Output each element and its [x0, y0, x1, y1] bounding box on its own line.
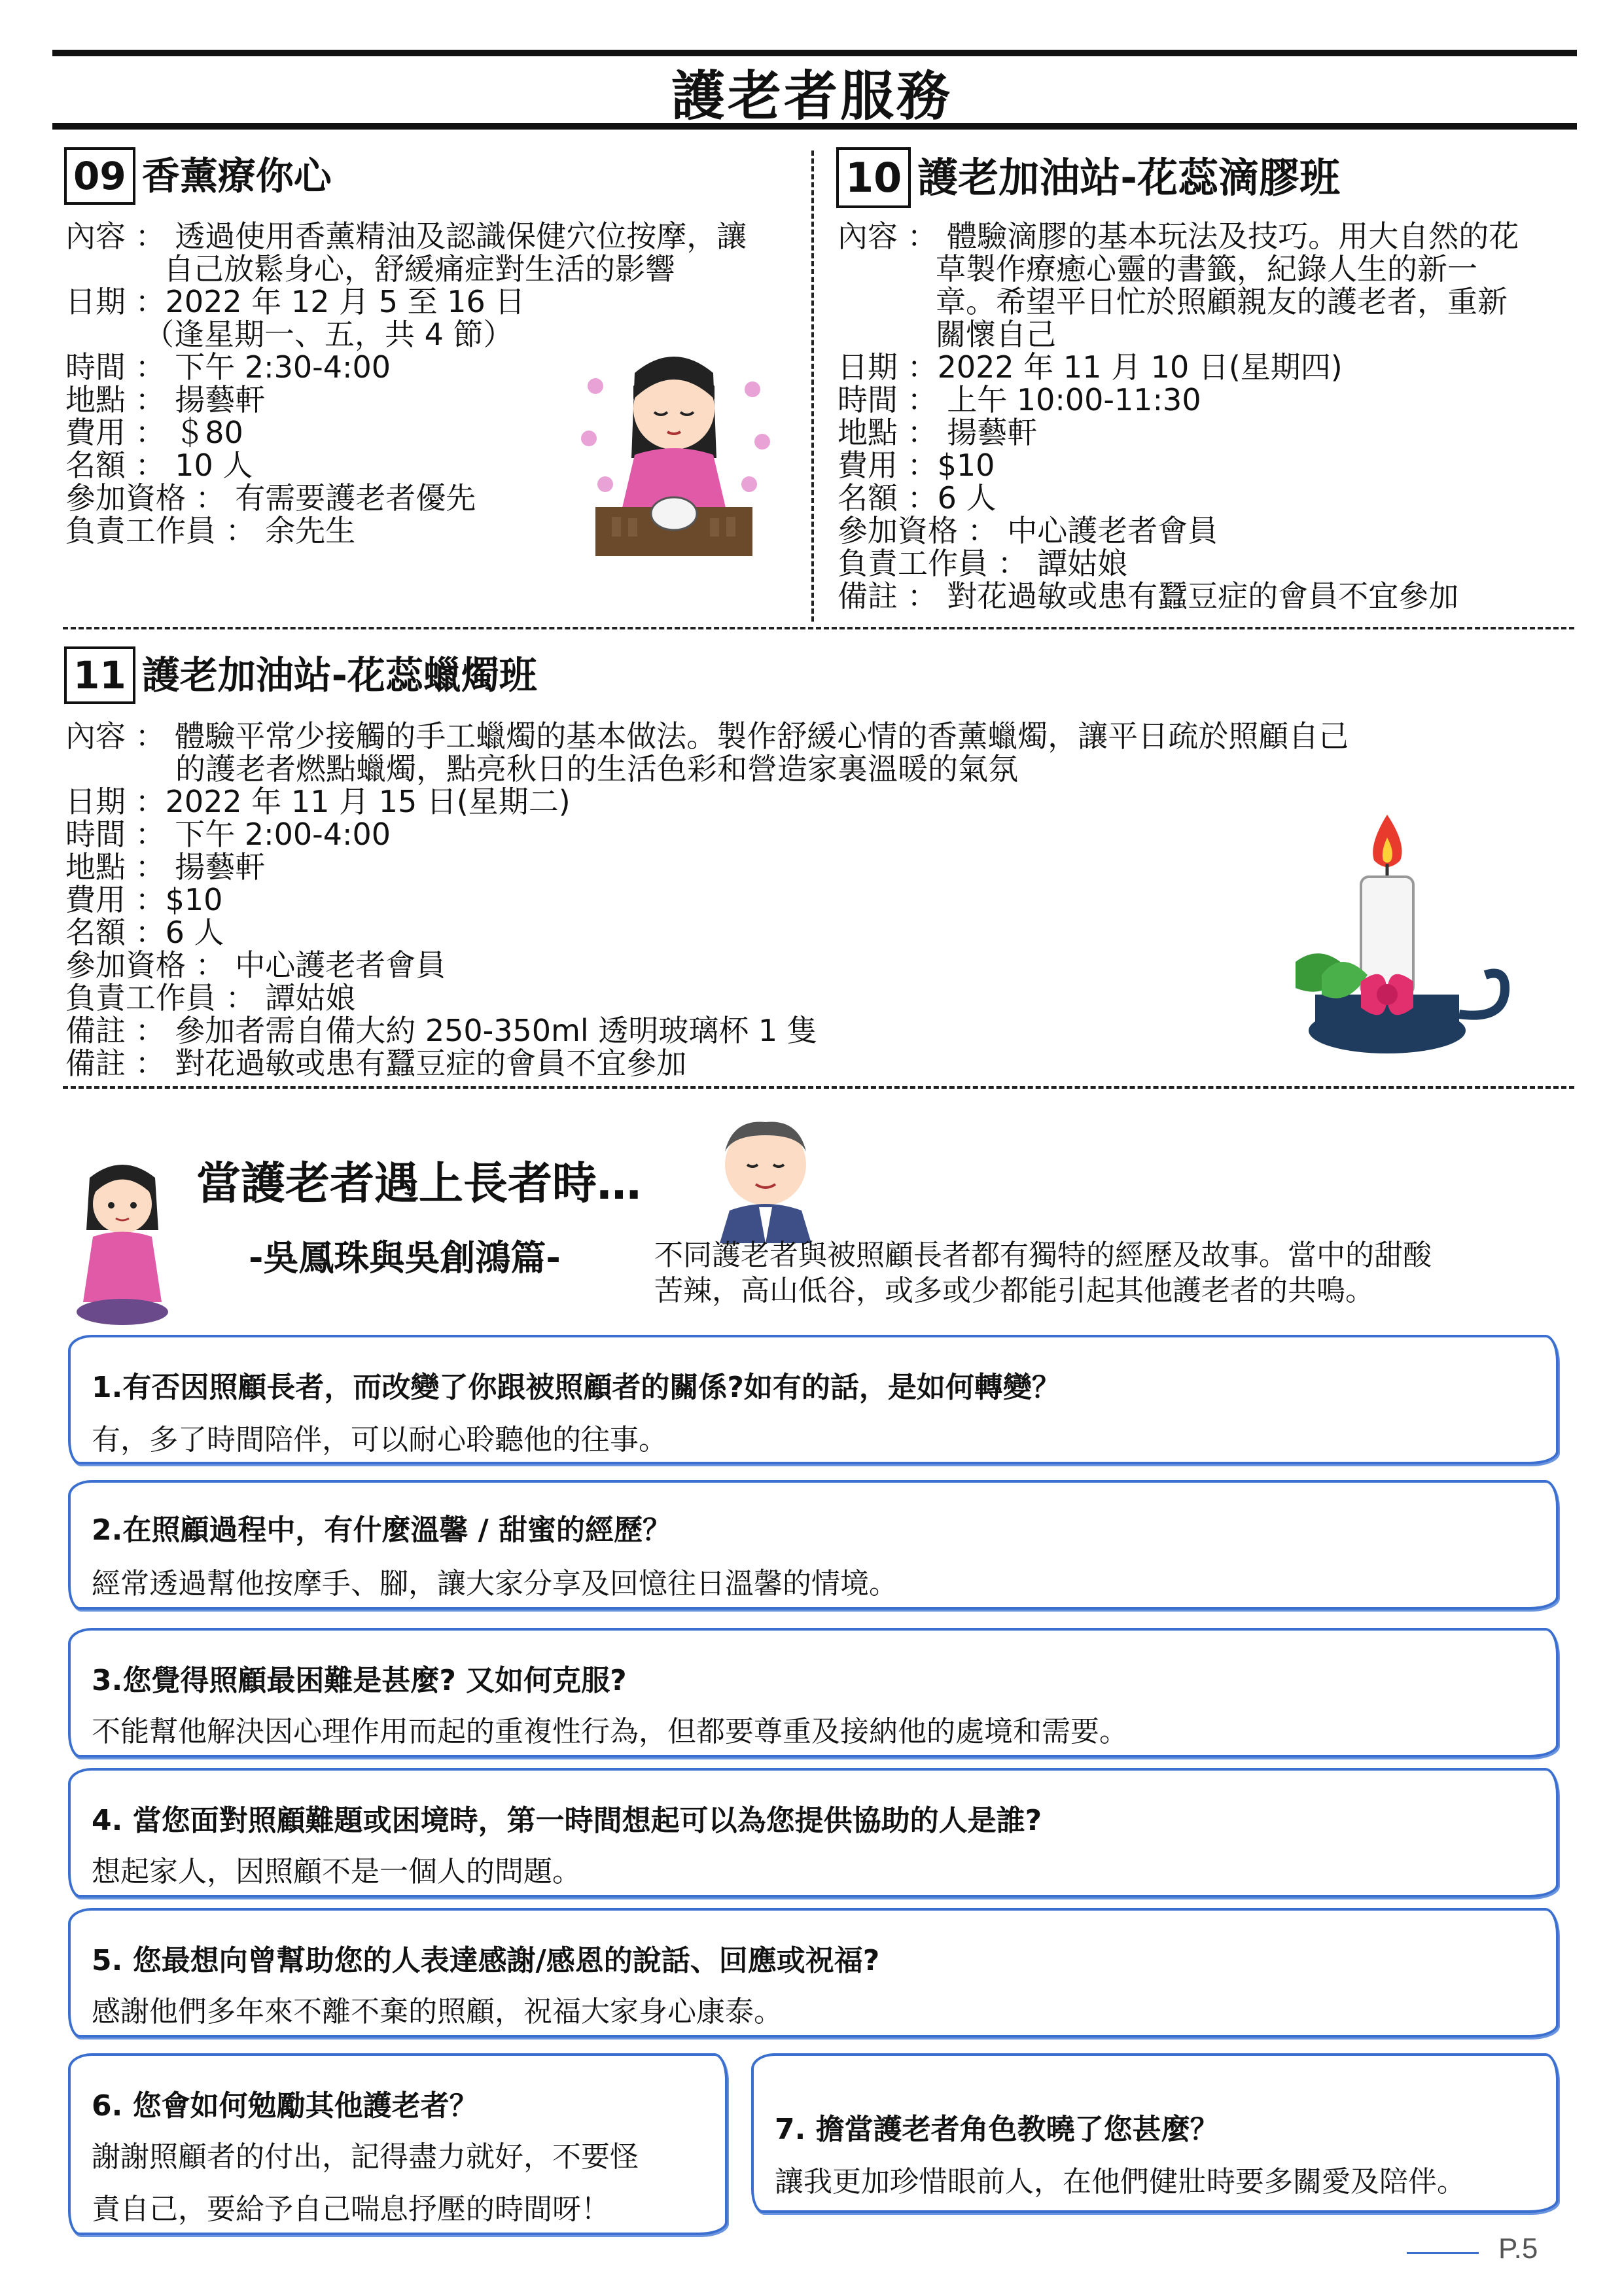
section-11-number: 11 [64, 646, 135, 704]
s10-line-content: 內容 ： 體驗滴膠的基本玩法及技巧。用大自然的花 [838, 219, 1519, 254]
s10-line-quota: 名額 ：6 人 [838, 480, 997, 516]
qa-question-5: 5. 您最想向曾幫助您的人表達感謝/感恩的說話、回應或祝福? [92, 1944, 880, 1977]
s11-line-staff: 負責工作員 ： 譚姑娘 [65, 980, 356, 1016]
story-heading: 當護老者遇上長者時… [196, 1158, 642, 1210]
s09-line-time: 時間 ： 下午 2:30-4:00 [65, 349, 391, 385]
footer-rule [1407, 2252, 1479, 2254]
s11-line-eligibility: 參加資格 ： 中心護老者會員 [65, 947, 446, 983]
qa-answer-2: 經常透過幫他按摩手、腳，讓大家分享及回憶往日溫馨的情境。 [92, 1567, 898, 1600]
s09-line-staff: 負責工作員 ： 余先生 [65, 513, 356, 548]
s10-line-fee: 費用 ：$10 [838, 448, 995, 483]
section-09-title-text: 香薰療你心 [141, 154, 332, 198]
section-09-title [64, 145, 332, 205]
qa-answer-1: 有，多了時間陪伴，可以耐心聆聽他的往事。 [92, 1423, 667, 1457]
story-intro-line-2: 苦辣，高山低谷，或多或少都能引起其他護老者的共鳴。 [654, 1274, 1374, 1307]
s10-line-content-2: 草製作療癒心靈的書籤，紀錄人生的新一 [936, 251, 1477, 287]
qa-box-4 [68, 1768, 1559, 1898]
s10-line-time: 時間 ： 上午 10:00-11:30 [838, 382, 1201, 417]
column-divider [811, 150, 814, 622]
section-10-details [838, 220, 1519, 612]
story-intro [654, 1238, 1432, 1309]
s10-line-eligibility: 參加資格 ： 中心護老者會員 [838, 513, 1218, 548]
s11-line-fee: 費用 ：$10 [65, 882, 223, 917]
s09-line-venue: 地點 ： 揚藝軒 [65, 382, 266, 417]
s09-line-content: 內容 ： 透過使用香薰精油及認識保健穴位按摩，讓 [65, 219, 747, 254]
s11-line-venue: 地點 ： 揚藝軒 [65, 849, 266, 885]
title-underline [52, 123, 1577, 130]
qa-box-2 [68, 1480, 1559, 1610]
s10-line-content-4: 關懷自己 [936, 317, 1056, 352]
s11-line-date: 日期 ：2022 年 11 月 15 日(星期二) [65, 784, 571, 819]
section-11-title [64, 645, 537, 704]
qa-box-6 [68, 2053, 728, 2235]
woman-sitting-illustration [73, 1158, 171, 1328]
s11-line-time: 時間 ： 下午 2:00-4:00 [65, 817, 391, 852]
qa-question-2: 2.在照顧過程中，有什麼溫馨 / 甜蜜的經歷？ [92, 1513, 672, 1547]
qa-answer-3: 不能幫他解決因心理作用而起的重複性行為，但都要尊重及接納他的處境和需要。 [92, 1715, 1128, 1748]
s10-line-venue: 地點 ： 揚藝軒 [838, 415, 1038, 450]
s09-line-content-cont: 自己放鬆身心，舒緩痛症對生活的影響 [164, 251, 675, 287]
aroma-woman-illustration [576, 347, 772, 563]
s11-line-content: 內容 ： 體驗平常少接觸的手工蠟燭的基本做法。製作舒緩心情的香薰蠟燭，讓平日疏於照顧自己 [65, 718, 1349, 754]
candle-illustration [1289, 811, 1525, 1067]
qa-answer-6-line-1: 謝謝照顧者的付出，記得盡力就好，不要怪 [92, 2140, 639, 2174]
s10-line-content-3: 章。希望平日忙於照顧親友的護老者，重新 [936, 284, 1508, 319]
section-divider-1 [63, 627, 1574, 629]
section-11-details [65, 720, 1349, 1080]
s11-line-remark-2: 備註 ： 對花過敏或患有蠶豆症的會員不宜參加 [65, 1046, 687, 1081]
s11-line-content-2: 的護老者燃點蠟燭，點亮秋日的生活色彩和營造家裏溫暖的氣氛 [175, 751, 1018, 786]
story-subheading: -吳鳳珠與吳創鴻篇- [249, 1237, 561, 1279]
qa-box-7 [751, 2053, 1559, 2213]
s09-line-eligibility: 參加資格 ： 有需要護老者優先 [65, 480, 476, 516]
qa-box-5 [68, 1908, 1559, 2038]
page-number: P.5 [1498, 2233, 1538, 2265]
section-10-title-text: 護老加油站-花蕊滴膠班 [917, 154, 1341, 202]
qa-box-1 [68, 1335, 1559, 1464]
s10-line-remark: 備註 ： 對花過敏或患有蠶豆症的會員不宜參加 [838, 578, 1459, 614]
s09-line-quota: 名額 ： 10 人 [65, 448, 253, 483]
qa-question-6: 6. 您會如何勉勵其他護老者？ [92, 2089, 478, 2123]
section-11-title-text: 護老加油站-花蕊蠟燭班 [141, 653, 537, 698]
qa-question-3: 3.您覺得照顧最困難是甚麼? 又如何克服? [92, 1664, 627, 1697]
s11-line-remark-1: 備註 ： 參加者需自備大約 250-350ml 透明玻璃杯 1 隻 [65, 1013, 817, 1048]
qa-answer-4: 想起家人，因照顧不是一個人的問題。 [92, 1855, 581, 1888]
section-10-title [836, 145, 1340, 208]
section-divider-2 [63, 1086, 1574, 1089]
s09-line-date-cont: （逢星期一、五，共 4 節） [144, 317, 514, 352]
page-title: 護老者服務 [671, 65, 953, 128]
s10-line-staff: 負責工作員 ： 譚姑娘 [838, 546, 1128, 581]
qa-answer-5: 感謝他們多年來不離不棄的照顧，祝福大家身心康泰。 [92, 1995, 783, 2028]
s09-line-date: 日期 ：2022 年 12 月 5 至 16 日 [65, 284, 525, 319]
qa-answer-6-line-2: 責自己，要給予自己喘息抒壓的時間呀！ [92, 2193, 610, 2226]
qa-box-3 [68, 1628, 1559, 1757]
elderly-man-illustration [707, 1112, 824, 1243]
qa-question-7: 7. 擔當護老者角色教曉了您甚麼？ [775, 2113, 1219, 2146]
story-intro-line-1: 不同護老者與被照顧長者都有獨特的經歷及故事。當中的甜酸 [654, 1239, 1432, 1272]
qa-answer-7: 讓我更加珍惜眼前人，在他們健壯時要多關愛及陪伴。 [775, 2165, 1466, 2199]
qa-question-4: 4. 當您面對照顧難題或困境時，第一時間想起可以為您提供協助的人是誰? [92, 1804, 1042, 1837]
s11-line-quota: 名額 ：6 人 [65, 915, 224, 950]
s10-line-date: 日期 ：2022 年 11 月 10 日(星期四) [838, 349, 1343, 385]
section-09-number: 09 [64, 147, 135, 205]
section-10-number: 10 [836, 147, 911, 208]
s09-line-fee: 費用 ： ＄80 [65, 415, 243, 450]
qa-question-1: 1.有否因照顧長者，而改變了你跟被照顧者的關係?如有的話，是如何轉變？ [92, 1371, 1061, 1404]
